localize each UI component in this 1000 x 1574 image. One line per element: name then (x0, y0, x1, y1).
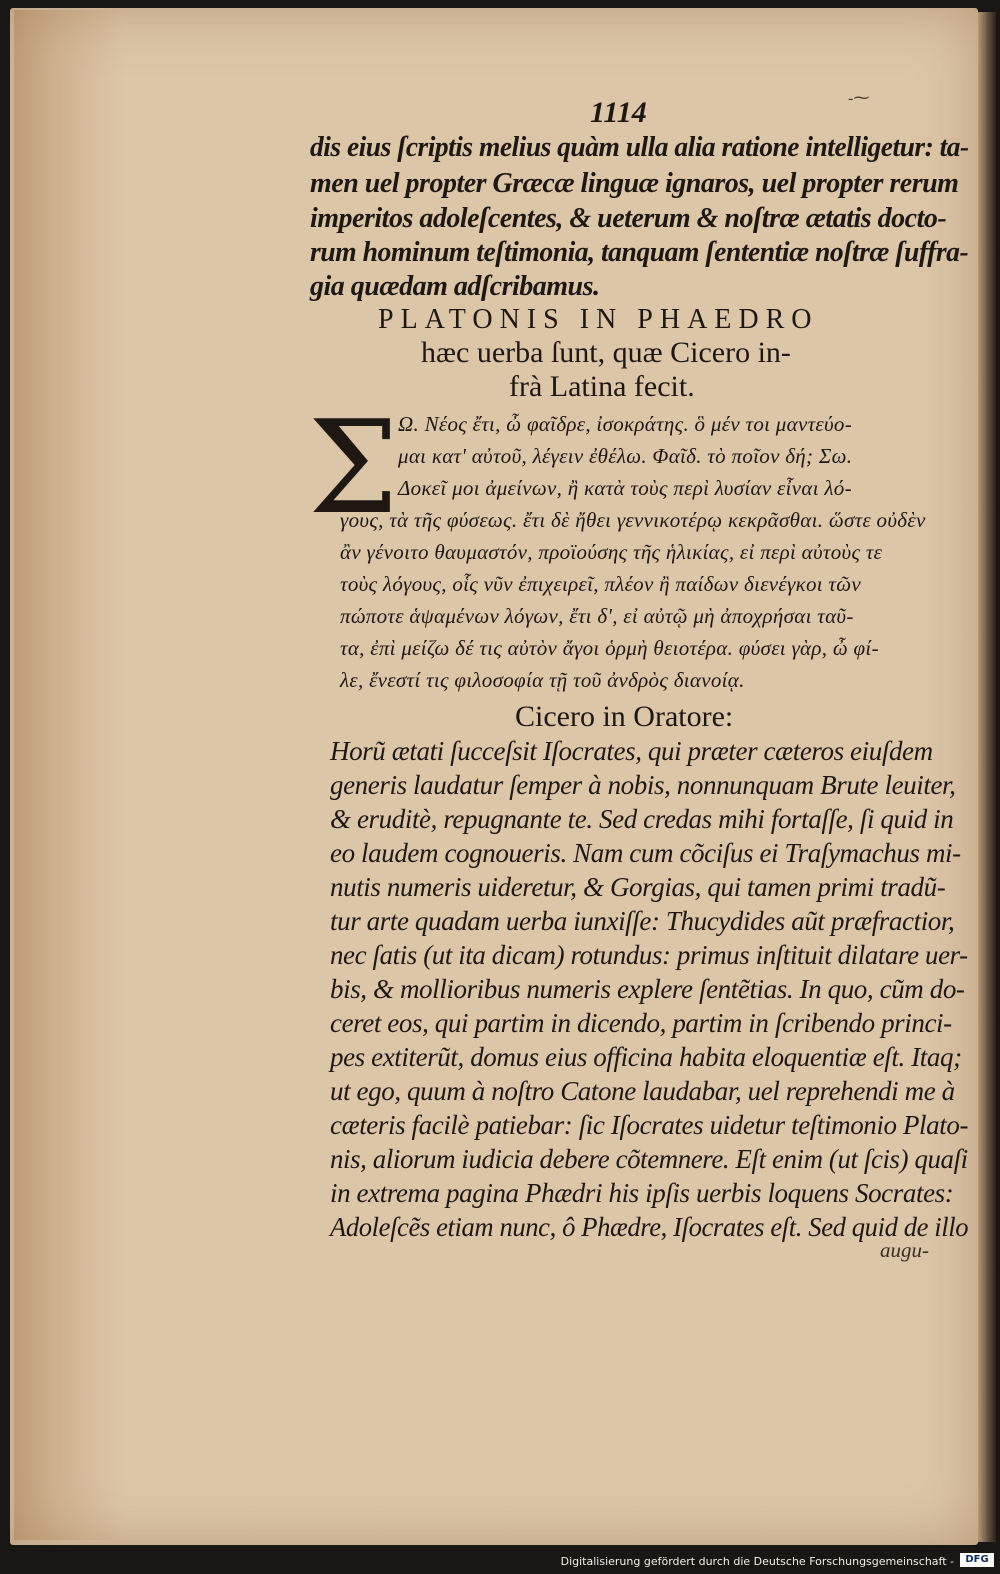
footer-text: Digitalisierung gefördert durch die Deutsche Forschungsgemeinschaft - (560, 1555, 954, 1568)
section-subtitle: Cicero in Oratore: (515, 700, 734, 733)
greek-line: ἂν γένοιτο θαυμαστόν, προϊούσης τῆς ἡλικίας, εἰ περὶ αὐτοὺς τε (340, 540, 883, 564)
page-number: 1114 (590, 96, 647, 129)
greek-line: μαι κατ' αὐτοῦ, λέγειν ἐθέλω. Φαῖδ. τὸ ποῖον δή; Σω. (398, 444, 853, 468)
subheading-line: hæc uerba ſunt, quæ Cicero in- (421, 336, 791, 369)
greek-line: τοὺς λόγους, οἷς νῦν ἐπιχειρεῖ, πλέον ἢ παίδων διενέγκοι τῶν (340, 572, 861, 596)
intro-line: imperitos adoleſcentes, & ueterum & noſtræ ætatis docto- (310, 203, 947, 234)
greek-line: Δοκεῖ μοι ἀμείνων, ἢ κατὰ τοὺς περὶ λυσίαν εἶναι λό- (398, 476, 852, 500)
body-line: eo laudem cognoueris. Nam cum cõciſus ei Traſymachus mi- (330, 838, 961, 868)
body-line: nis, aliorum iudicia debere cõtemnere. Eſt enim (ut ſcis) quaſi (330, 1144, 968, 1174)
body-line: nutis numeris uideretur, & Gorgias, qui tamen primi tradũ- (330, 872, 946, 902)
digitization-footer (0, 1548, 1000, 1574)
intro-line: dis eius ſcriptis melius quàm ulla alia ratione intelligetur: ta- (310, 132, 969, 163)
body-line: ceret eos, qui partim in dicendo, partim in ſcribendo princi- (330, 1008, 952, 1038)
page-edge (978, 12, 996, 1542)
intro-line: rum hominum teſtimonia, tanquam ſententiæ noſtræ ſuffra- (310, 237, 969, 268)
greek-line: γους, τὰ τῆς φύσεως. ἔτι δὲ ἤθει γεννικοτέρῳ κεκρᾶσθαι. ὥστε οὐδὲν (340, 508, 926, 532)
section-heading: PLATONIS IN PHAEDRO (378, 304, 819, 335)
page-stain (14, 10, 124, 1540)
greek-line: τα, ἐπὶ μείζω δέ τις αὐτὸν ἄγοι ὁρμὴ θειοτέρα. φύσει γὰρ, ὦ φί- (340, 636, 879, 660)
body-line: cæteris facilè patiebar: ſic Iſocrates uidetur teſtimonio Plato- (330, 1110, 969, 1140)
body-line: ut ego, quum à noſtro Catone laudabar, uel reprehendi me à (330, 1076, 955, 1106)
body-line: in extrema pagina Phædri his ipſis uerbis loquens Socrates: (330, 1178, 954, 1208)
body-line: Horũ ætati ſucceſsit Iſocrates, qui præter cæteros eiuſdem (330, 736, 933, 766)
greek-line: πώποτε ἁψαμένων λόγων, ἔτι δ', εἰ αὐτῷ μὴ ἀποχρήσαι ταῦ- (340, 604, 854, 628)
body-line: Adoleſcẽs etiam nunc, ô Phædre, Iſocrates eſt. Sed quid de illo (330, 1212, 969, 1242)
intro-line: men uel propter Græcæ linguæ ignaros, uel propter rerum (310, 168, 959, 199)
dfg-logo: DFG (960, 1553, 994, 1567)
greek-line: λε, ἔνεστί τις φιλοσοφία τῇ τοῦ ἀνδρὸς διανοίᾳ. (340, 668, 745, 692)
body-line: bis, & mollioribus numeris explere ſentẽtias. In quo, cũm do- (330, 974, 965, 1004)
body-line: generis laudatur ſemper à nobis, nonnunquam Brute leuiter, (330, 770, 956, 800)
top-catch-mark: -⁓ (848, 90, 870, 107)
catchword: augu- (880, 1238, 929, 1262)
greek-initial-letter: Σ (308, 394, 399, 543)
greek-line: Ω. Νέος ἔτι, ὦ φαῖδρε, ἰσοκράτης. ὃ μέν τοι μαντεύο- (398, 412, 853, 436)
body-line: tur arte quadam uerba iunxiſſe: Thucydides aũt præfractior, (330, 906, 955, 936)
intro-line: gia quædam adſcribamus. (310, 271, 600, 302)
body-line: & eruditè, repugnante te. Sed credas mihi fortaſſe, ſi quid in (330, 804, 954, 834)
body-line: pes extiterũt, domus eius officina habita eloquentiæ eſt. Itaq; (330, 1042, 962, 1072)
body-line: nec ſatis (ut ita dicam) rotundus: primus inſtituit dilatare uer- (330, 940, 968, 970)
subheading-line: frà Latina fecit. (509, 370, 695, 403)
